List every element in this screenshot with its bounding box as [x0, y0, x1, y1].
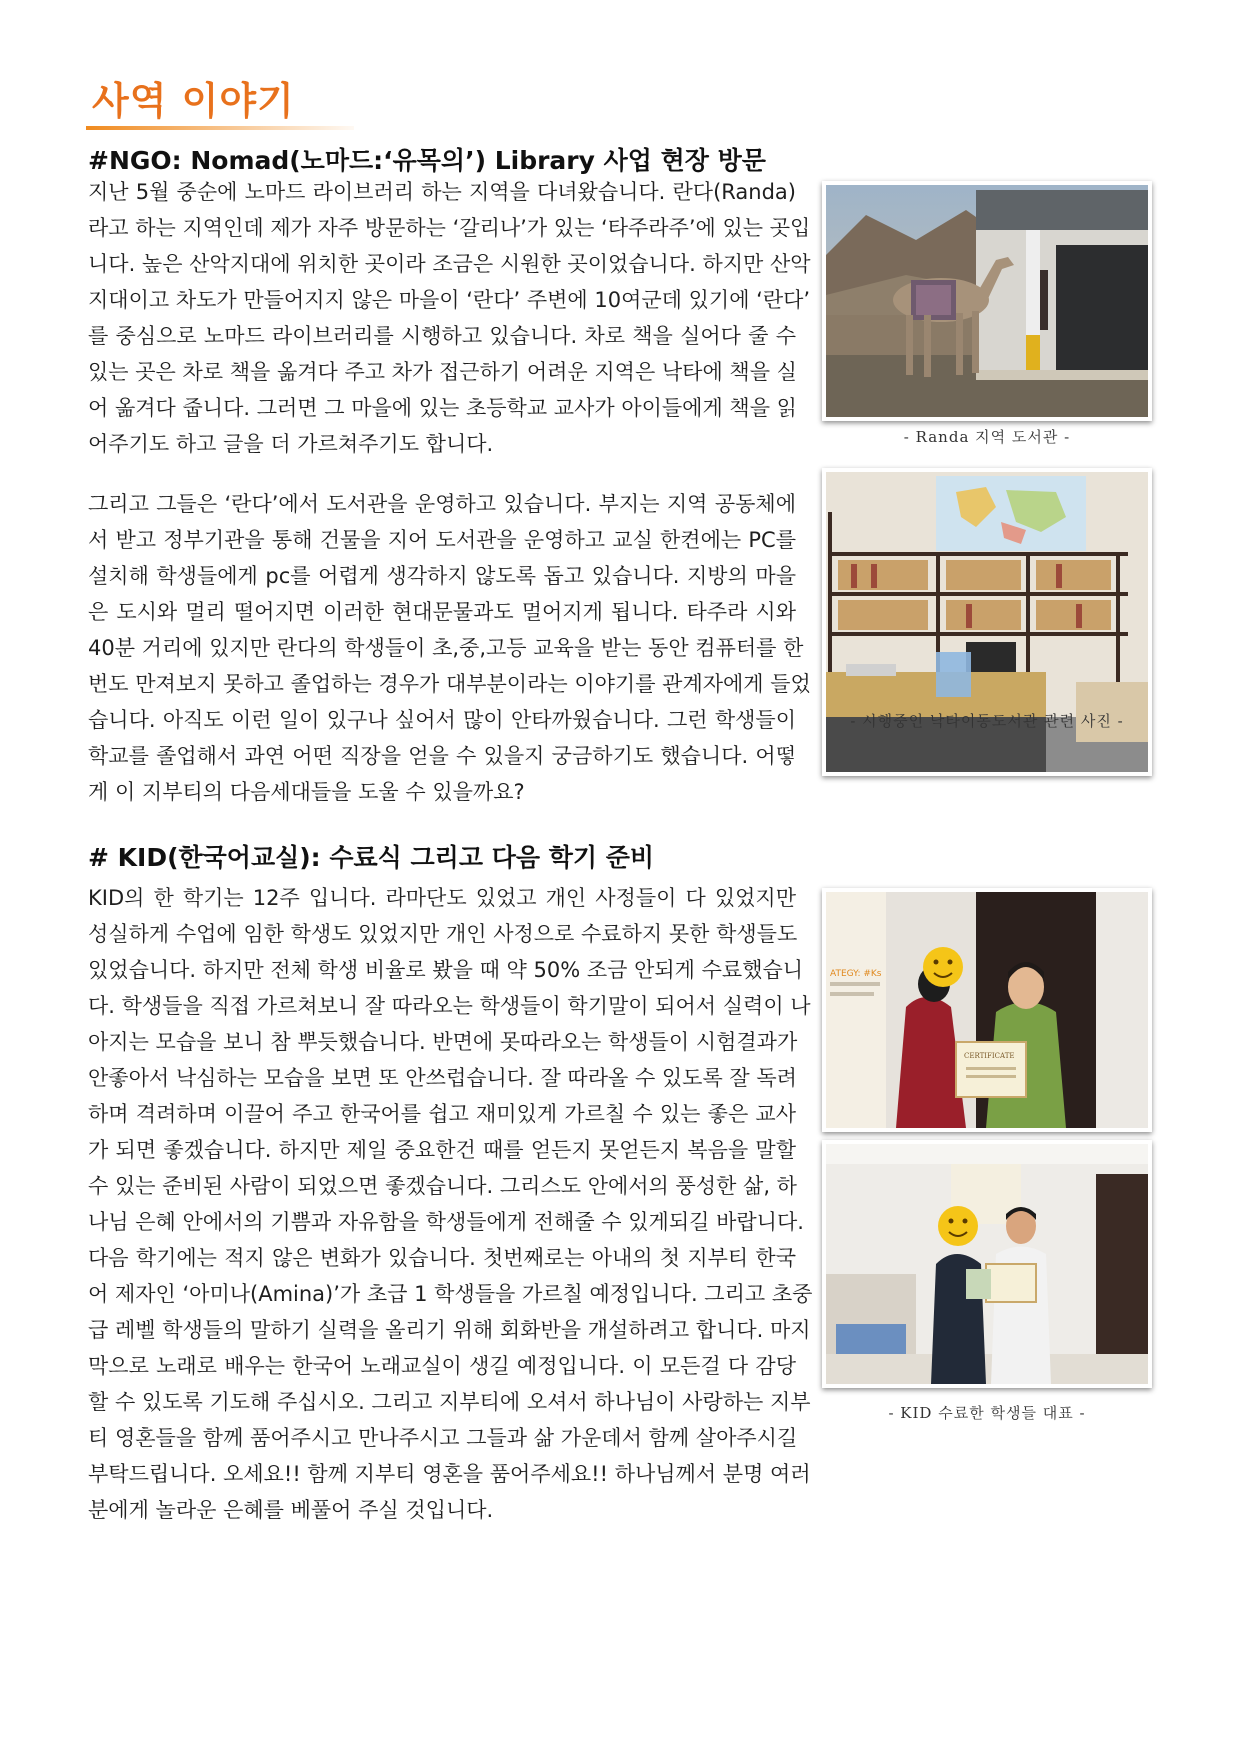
text-line: 급 레벨 학생들의 말하기 실력을 올리기 위해 회화반을 개설하려고 합니다. 마지	[88, 1318, 811, 1342]
kid-certificate-photo-1	[822, 888, 1152, 1132]
text-line: 라고 하는 지역인데 제가 자주 방문하는 ‘갈리나’가 있는 ‘타주라주’에 있는 곳입	[88, 216, 811, 240]
certificate-text: CERTIFICATE	[964, 1052, 1015, 1060]
text-line: 성실하게 수업에 임한 학생도 있었지만 개인 사정으로 수료하지 못한 학생들도	[88, 922, 798, 946]
text-line: 있었습니다. 하지만 전체 학생 비율로 봤을 때 약 50% 조금 안되게 수료했습니	[88, 958, 804, 982]
text-line: 다. 학생들을 직접 가르쳐보니 잘 따라오는 학생들이 학기말이 되어서 실력이 나	[88, 994, 811, 1018]
text-line: 은 도시와 멀리 떨어지면 이러한 현대문물과도 멀어지게 됩니다. 타주라 시와	[88, 600, 796, 624]
certificate-scene-image-1	[826, 892, 1148, 1128]
text-line: 습니다. 아직도 이런 일이 있구나 싶어서 많이 안타까웠습니다. 그런 학생들이	[88, 708, 796, 732]
text-line: 나님 은혜 안에서의 기쁨과 자유함을 학생들에게 전해줄 수 있게되길 바랍니다.	[88, 1210, 804, 1234]
section-heading-kid: # KID(한국어교실): 수료식 그리고 다음 학기 준비	[88, 843, 654, 872]
text-line: 설치해 학생들에게 pc를 어렵게 생각하지 않도록 돕고 있습니다. 지방의 마을	[88, 564, 796, 588]
camel-scene-image	[826, 185, 1148, 417]
photo-caption-2: - 시행중인 낙타이동도서관 관련 사진 -	[850, 712, 1124, 730]
text-line: 있는 곳은 차로 책을 옮겨다 주고 차가 접근하기 어려운 지역은 낙타에 책을 실	[88, 360, 797, 384]
text-line: 막으로 노래로 배우는 한국어 노래교실이 생길 예정입니다. 이 모든걸 다 감당	[88, 1354, 796, 1378]
text-line: 티 영혼들을 함께 품어주시고 만나주시고 그들과 삶 가운데서 함께 살아주시길	[88, 1426, 798, 1450]
text-line: 아지는 모습을 보니 참 뿌듯했습니다. 반면에 못따라오는 학생들이 시험결과가	[88, 1030, 798, 1054]
text-line: 수 있는 준비된 사람이 되었으면 좋겠습니다. 그리스도 안에서의 풍성한 삶, 하	[88, 1174, 797, 1198]
text-line: 40분 거리에 있지만 란다의 학생들이 초,중,고등 교육을 받는 동안 컴퓨터를 한	[88, 636, 804, 660]
text-line: 할 수 있도록 기도해 주십시오. 그리고 지부티에 오셔서 하나님이 사랑하는 지부	[88, 1390, 811, 1414]
text-line: 게 이 지부티의 다음세대들을 도울 수 있을까요?	[88, 780, 525, 804]
kid-certificate-photo-2	[822, 1140, 1152, 1388]
text-line: 그리고 그들은 ‘란다’에서 도서관을 운영하고 있습니다. 부지는 지역 공동체에	[88, 492, 796, 516]
text-line: 니다. 높은 산악지대에 위치한 곳이라 조금은 시원한 곳이었습니다. 하지만 산악	[88, 252, 811, 276]
text-line: 를 중심으로 노마드 라이브러리를 시행하고 있습니다. 차로 책을 실어다 줄 수	[88, 324, 796, 348]
title-underline	[86, 126, 354, 130]
text-line: 가 되면 좋겠습니다. 하지만 제일 중요한건 때를 얻든지 못얻든지 복음을 말할	[88, 1138, 796, 1162]
text-line: 학교를 졸업해서 과연 어떤 직장을 얻을 수 있을지 궁금하기도 했습니다. 어떻	[88, 744, 796, 768]
certificate-scene-image-2	[826, 1144, 1148, 1384]
photo-caption-1: - Randa 지역 도서관 -	[903, 428, 1071, 446]
text-line: 하며 격려하며 이끌어 주고 한국어를 쉽고 재미있게 가르칠 수 있는 좋은 교사	[88, 1102, 796, 1126]
text-line: 안좋아서 낙심하는 모습을 보면 또 안쓰럽습니다. 잘 따라올 수 있도록 잘 독려	[88, 1066, 797, 1090]
text-line: 어 제자인 ‘아미나(Amina)’가 초급 1 학생들을 가르칠 예정입니다. 그리고 초중	[88, 1282, 813, 1306]
text-line: KID의 한 학기는 12주 입니다. 라마단도 있었고 개인 사정들이 다 있었지만	[88, 886, 796, 910]
text-line: 어 옮겨다 줍니다. 그러면 그 마을에 있는 초등학교 교사가 아이들에게 책을 읽	[88, 396, 797, 420]
text-line: 다음 학기에는 적지 않은 변화가 있습니다. 첫번째로는 아내의 첫 지부티 한국	[88, 1246, 796, 1270]
poster-text: ATEGY: #Ks	[830, 969, 882, 979]
text-line: 부탁드립니다. 오세요!! 함께 지부티 영혼을 품어주세요!! 하나님께서 분명 여러	[88, 1462, 811, 1486]
text-line: 지대이고 차도가 만들어지지 않은 마을이 ‘란다’ 주변에 10여군데 있기에 ‘란다’	[88, 288, 811, 312]
text-line: 번도 만져보지 못하고 졸업하는 경우가 대부분이라는 이야기를 관계자에게 들었	[88, 672, 811, 696]
page-title: 사역 이야기	[92, 79, 295, 123]
camel-library-photo	[822, 181, 1152, 421]
text-line: 어주기도 하고 글을 더 가르쳐주기도 합니다.	[88, 432, 494, 456]
section-heading-ngo: #NGO: Nomad(노마드:‘유목의’) Library 사업 현장 방문	[88, 146, 766, 175]
text-line: 서 받고 정부기관을 통해 건물을 지어 도서관을 운영하고 교실 한켠에는 PC를	[88, 528, 796, 552]
photo-caption-3: - KID 수료한 학생들 대표 -	[888, 1404, 1086, 1422]
text-line: 지난 5월 중순에 노마드 라이브러리 하는 지역을 다녀왔습니다. 란다(Randa)	[88, 180, 796, 204]
text-line: 분에게 놀라운 은혜를 베풀어 주실 것입니다.	[88, 1498, 494, 1522]
